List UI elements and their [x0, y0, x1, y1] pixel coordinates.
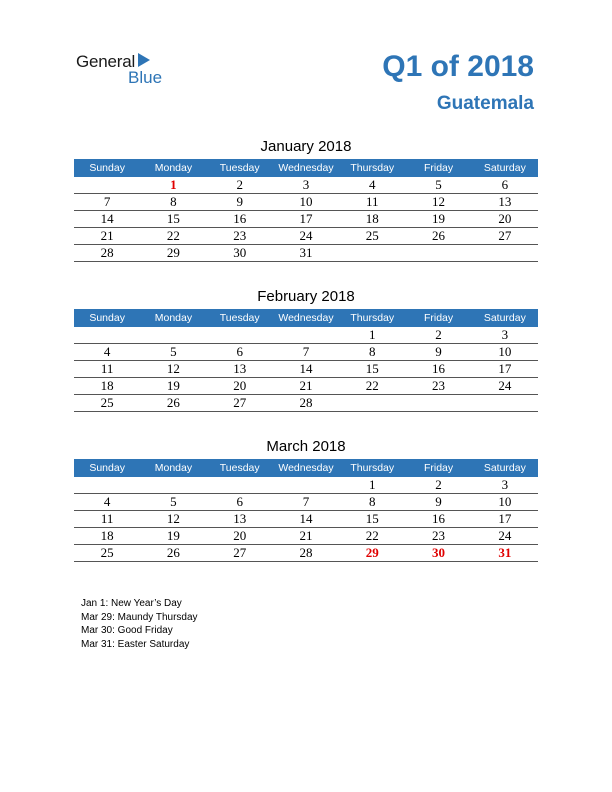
day-cell: 19	[140, 378, 206, 395]
holiday-note: Mar 29: Maundy Thursday	[81, 611, 198, 623]
holiday-day-cell: 29	[339, 545, 405, 562]
day-cell: 12	[140, 511, 206, 528]
day-cell: 21	[273, 528, 339, 545]
week-row	[74, 395, 538, 412]
day-cell	[74, 177, 140, 194]
day-cell: 19	[140, 528, 206, 545]
logo-general-text: General	[76, 52, 136, 71]
week-row	[74, 361, 538, 378]
weekday-header-row	[74, 309, 538, 327]
week-row	[74, 511, 538, 528]
day-cell: 25	[74, 545, 140, 562]
weekday-header-row	[74, 459, 538, 477]
weekday-header: Friday	[405, 459, 471, 477]
day-cell	[405, 245, 471, 262]
month-calendar	[74, 136, 538, 262]
holiday-note: Mar 30: Good Friday	[81, 625, 173, 637]
day-cell	[472, 395, 538, 412]
weekday-header: Sunday	[74, 159, 140, 177]
day-cell: 3	[472, 477, 538, 494]
day-cell: 17	[273, 211, 339, 228]
holiday-day-cell: 1	[140, 177, 206, 194]
week-row	[74, 344, 538, 361]
day-cell: 15	[339, 511, 405, 528]
day-cell: 13	[472, 194, 538, 211]
day-cell: 11	[339, 194, 405, 211]
day-cell	[472, 245, 538, 262]
week-row	[74, 194, 538, 211]
day-cell: 27	[207, 545, 273, 562]
day-cell: 20	[207, 378, 273, 395]
day-cell: 10	[472, 344, 538, 361]
day-cell: 7	[74, 194, 140, 211]
month-title: March 2018	[266, 438, 346, 455]
week-row	[74, 528, 538, 545]
weekday-header: Saturday	[472, 159, 538, 177]
day-cell	[339, 395, 405, 412]
holiday-notes	[81, 597, 198, 651]
day-cell: 10	[273, 194, 339, 211]
day-cell: 9	[405, 494, 471, 511]
weekday-header: Sunday	[74, 459, 140, 477]
day-cell: 18	[74, 378, 140, 395]
day-cell: 6	[207, 494, 273, 511]
day-cell: 14	[273, 511, 339, 528]
day-cell	[140, 477, 206, 494]
weekday-header: Monday	[140, 159, 206, 177]
weekday-header-row	[74, 159, 538, 177]
day-cell: 26	[140, 395, 206, 412]
day-cell: 7	[273, 494, 339, 511]
week-row	[74, 228, 538, 245]
day-cell: 16	[405, 361, 471, 378]
day-cell: 11	[74, 361, 140, 378]
day-cell: 3	[273, 177, 339, 194]
day-cell: 31	[273, 245, 339, 262]
month-grid	[74, 309, 538, 412]
day-cell: 24	[472, 528, 538, 545]
day-cell: 26	[405, 228, 471, 245]
country-name: Guatemala	[436, 93, 534, 114]
logo	[76, 52, 176, 88]
week-row	[74, 327, 538, 344]
page-title: Q1 of 2018	[382, 50, 534, 83]
day-cell: 17	[472, 511, 538, 528]
weekday-header: Wednesday	[273, 159, 339, 177]
day-cell: 5	[140, 344, 206, 361]
weekday-header: Tuesday	[207, 309, 273, 327]
day-cell: 4	[339, 177, 405, 194]
day-cell: 13	[207, 361, 273, 378]
holiday-note: Jan 1: New Year’s Day	[81, 598, 182, 609]
day-cell	[273, 477, 339, 494]
day-cell: 29	[140, 245, 206, 262]
day-cell: 9	[405, 344, 471, 361]
weekday-header: Friday	[405, 159, 471, 177]
week-row	[74, 211, 538, 228]
weekday-header: Monday	[140, 459, 206, 477]
day-cell: 19	[405, 211, 471, 228]
weekday-header: Thursday	[339, 459, 405, 477]
logo-triangle-icon	[138, 53, 150, 67]
day-cell	[207, 477, 273, 494]
day-cell: 27	[207, 395, 273, 412]
day-cell	[339, 245, 405, 262]
weekday-header: Friday	[405, 309, 471, 327]
day-cell: 23	[207, 228, 273, 245]
weekday-header: Tuesday	[207, 159, 273, 177]
day-cell: 25	[339, 228, 405, 245]
day-cell: 14	[273, 361, 339, 378]
day-cell: 9	[207, 194, 273, 211]
day-cell: 23	[405, 378, 471, 395]
month-calendar	[74, 286, 538, 412]
day-cell: 2	[405, 477, 471, 494]
day-cell: 30	[207, 245, 273, 262]
weekday-header: Saturday	[472, 309, 538, 327]
day-cell: 28	[273, 395, 339, 412]
day-cell: 21	[74, 228, 140, 245]
day-cell: 2	[405, 327, 471, 344]
day-cell: 24	[273, 228, 339, 245]
month-title: January 2018	[260, 138, 352, 155]
day-cell: 8	[339, 494, 405, 511]
day-cell: 1	[339, 327, 405, 344]
day-cell: 4	[74, 494, 140, 511]
day-cell: 25	[74, 395, 140, 412]
month-title: February 2018	[257, 288, 355, 305]
day-cell: 18	[339, 211, 405, 228]
month-calendar	[74, 436, 538, 562]
day-cell: 15	[140, 211, 206, 228]
day-cell: 4	[74, 344, 140, 361]
logo-blue-text: Blue	[128, 68, 163, 87]
weekday-header: Tuesday	[207, 459, 273, 477]
holiday-day-cell: 30	[405, 545, 471, 562]
month-grid	[74, 459, 538, 562]
day-cell: 5	[405, 177, 471, 194]
day-cell: 20	[207, 528, 273, 545]
day-cell: 18	[74, 528, 140, 545]
day-cell: 27	[472, 228, 538, 245]
day-cell	[74, 327, 140, 344]
week-row	[74, 494, 538, 511]
day-cell: 22	[339, 378, 405, 395]
weekday-header: Sunday	[74, 309, 140, 327]
weekday-header: Thursday	[339, 159, 405, 177]
day-cell: 21	[273, 378, 339, 395]
holiday-note: Mar 31: Easter Saturday	[81, 638, 190, 650]
week-row	[74, 477, 538, 494]
day-cell: 26	[140, 545, 206, 562]
day-cell: 8	[140, 194, 206, 211]
day-cell: 7	[273, 344, 339, 361]
holiday-day-cell: 31	[472, 545, 538, 562]
day-cell: 28	[273, 545, 339, 562]
day-cell	[140, 327, 206, 344]
day-cell: 6	[472, 177, 538, 194]
week-row	[74, 245, 538, 262]
day-cell: 3	[472, 327, 538, 344]
week-row	[74, 378, 538, 395]
day-cell: 24	[472, 378, 538, 395]
weekday-header: Thursday	[339, 309, 405, 327]
day-cell: 20	[472, 211, 538, 228]
day-cell: 16	[207, 211, 273, 228]
day-cell: 17	[472, 361, 538, 378]
day-cell: 22	[140, 228, 206, 245]
day-cell: 12	[405, 194, 471, 211]
weekday-header: Saturday	[472, 459, 538, 477]
day-cell: 16	[405, 511, 471, 528]
day-cell: 8	[339, 344, 405, 361]
day-cell: 12	[140, 361, 206, 378]
day-cell: 23	[405, 528, 471, 545]
day-cell: 2	[207, 177, 273, 194]
day-cell	[405, 395, 471, 412]
day-cell	[207, 327, 273, 344]
weekday-header: Wednesday	[273, 309, 339, 327]
day-cell: 13	[207, 511, 273, 528]
weekday-header: Monday	[140, 309, 206, 327]
day-cell: 11	[74, 511, 140, 528]
week-row	[74, 177, 538, 194]
day-cell	[273, 327, 339, 344]
day-cell: 14	[74, 211, 140, 228]
month-grid	[74, 159, 538, 262]
day-cell: 10	[472, 494, 538, 511]
day-cell	[74, 477, 140, 494]
day-cell: 22	[339, 528, 405, 545]
day-cell: 6	[207, 344, 273, 361]
weekday-header: Wednesday	[273, 459, 339, 477]
day-cell: 28	[74, 245, 140, 262]
day-cell: 1	[339, 477, 405, 494]
week-row	[74, 545, 538, 562]
day-cell: 5	[140, 494, 206, 511]
day-cell: 15	[339, 361, 405, 378]
